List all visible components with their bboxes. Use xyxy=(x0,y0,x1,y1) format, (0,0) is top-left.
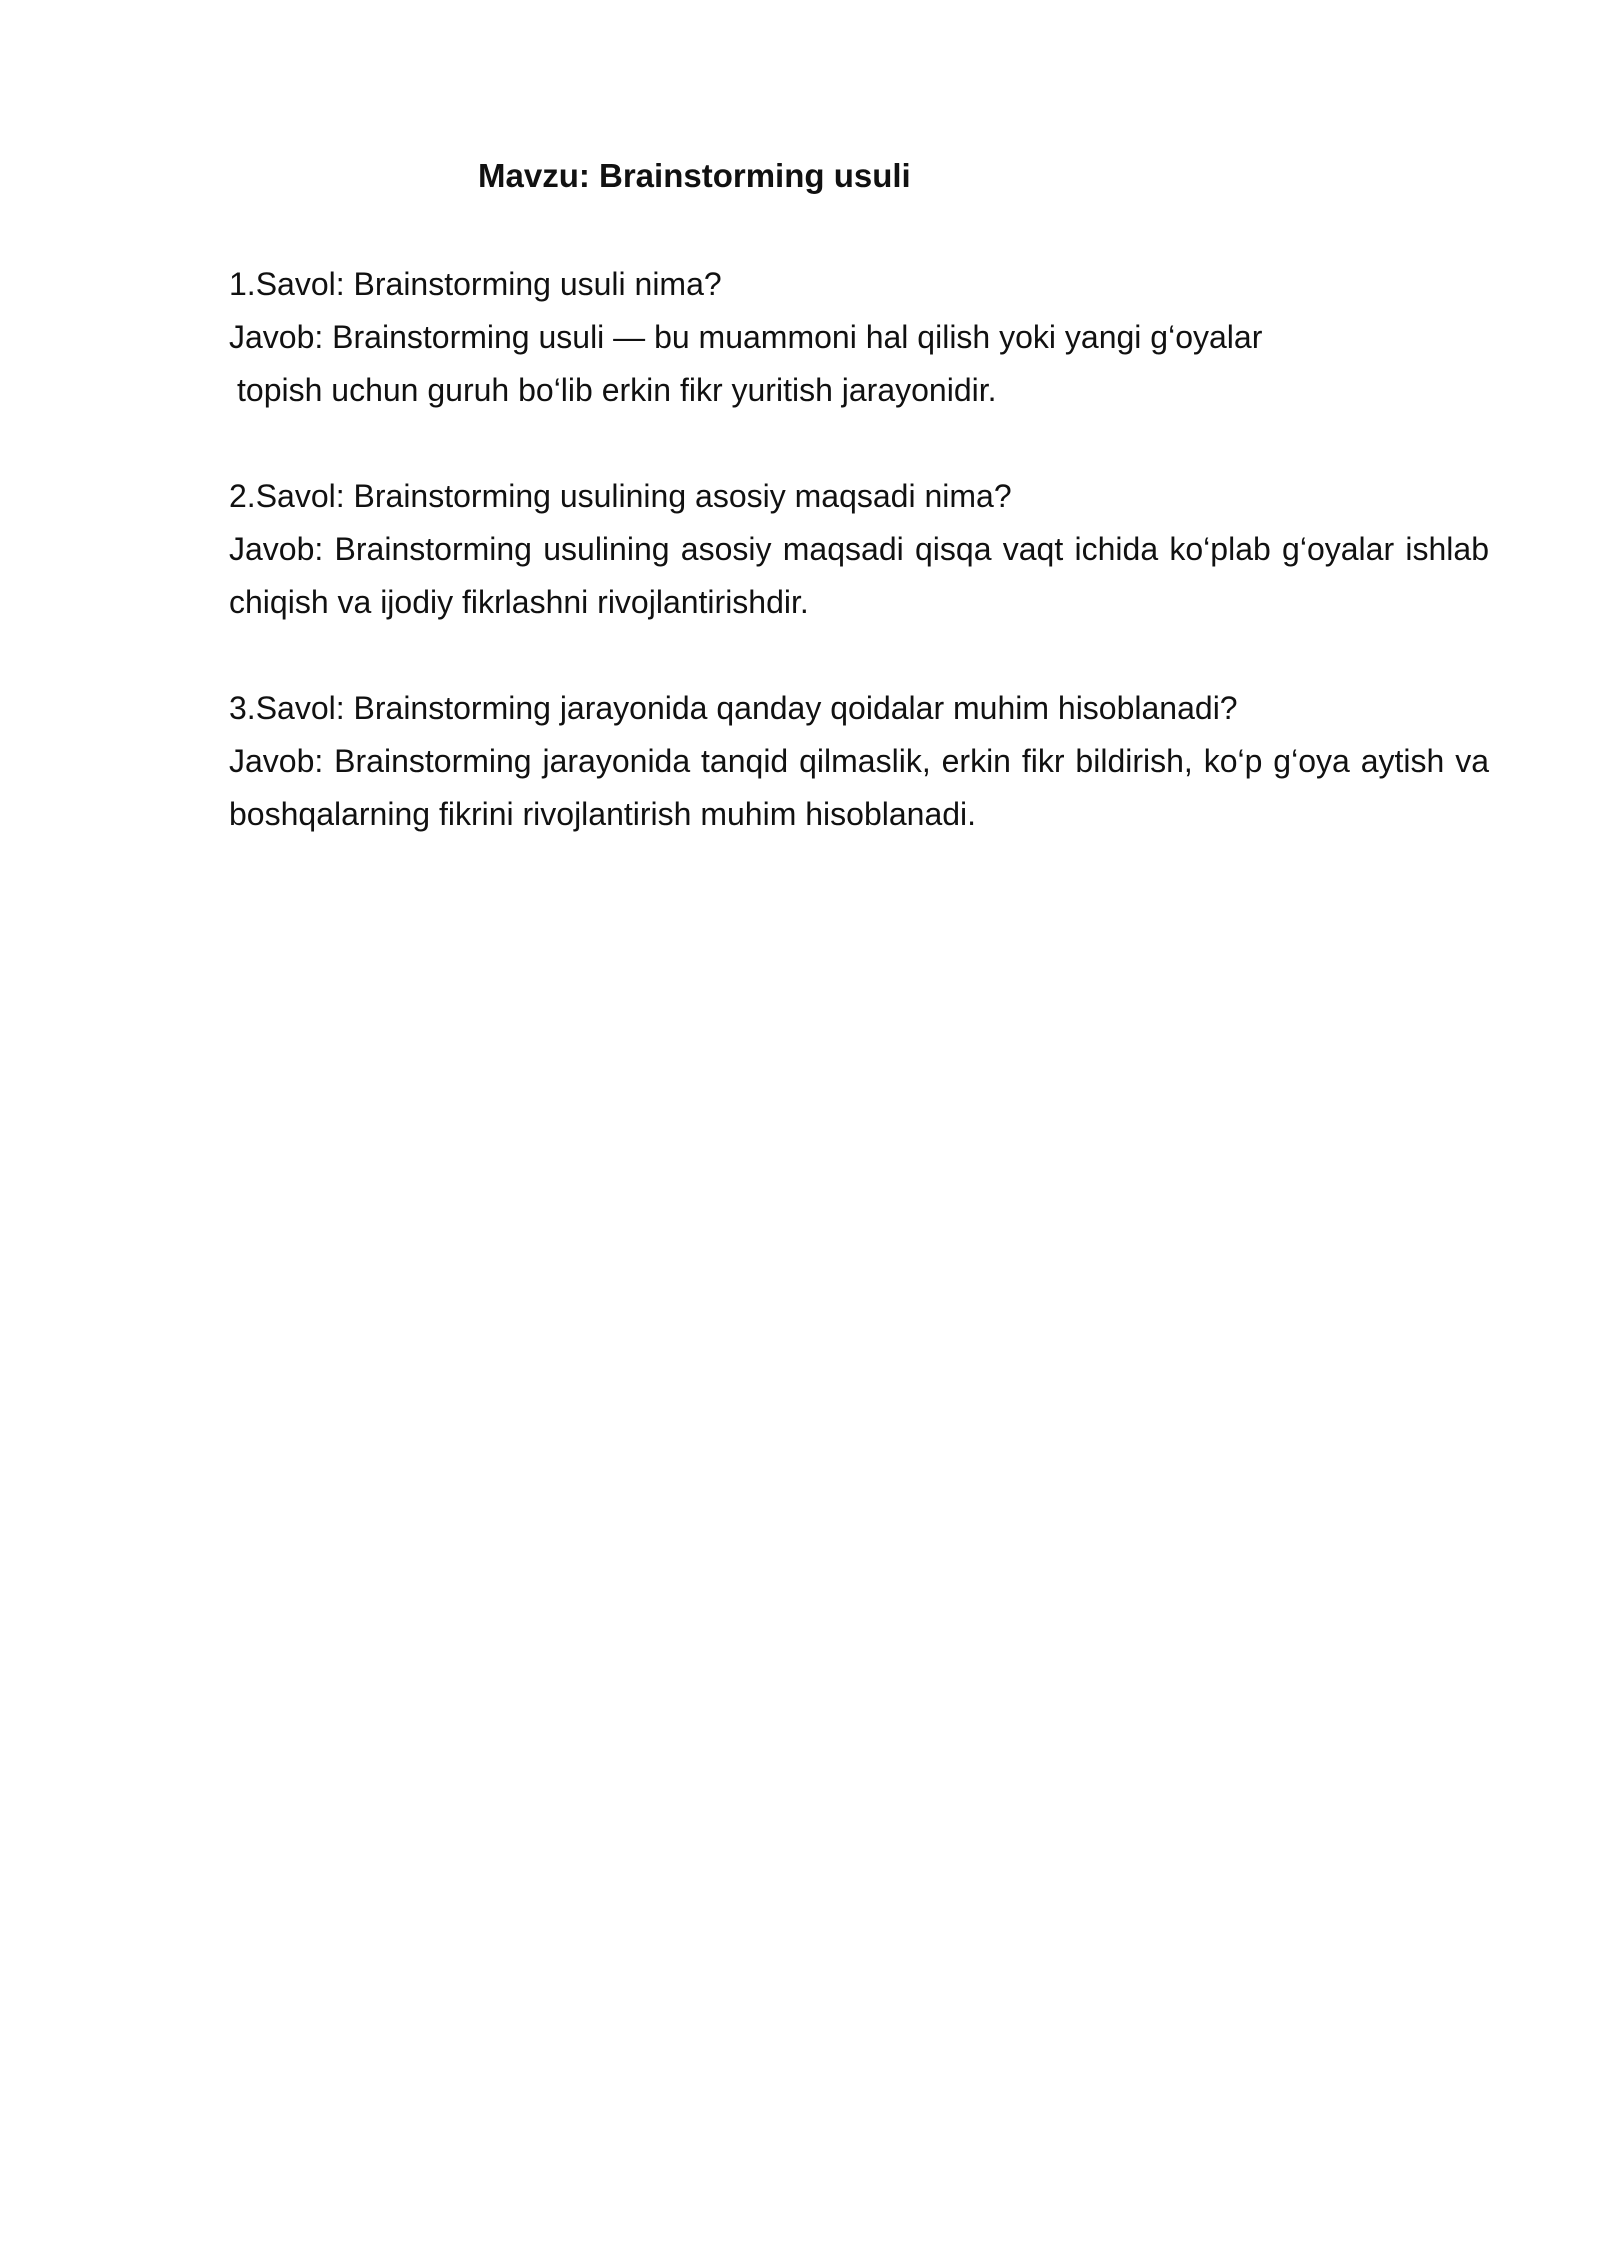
qa-item-2 xyxy=(229,470,1489,629)
question-2: 2.Savol: Brainstorming usulining asosiy maqsadi nima? xyxy=(229,478,1012,514)
qa-item-3 xyxy=(229,682,1489,841)
question-1: 1.Savol: Brainstorming usuli nima? xyxy=(229,266,722,302)
answer-3: Javob: Brainstorming jarayonida tanqid qilmaslik, erkin fikr bildirish, ko‘p g‘oya aytish va boshqalarning fikrini rivojlantirish muhim hisoblanadi. xyxy=(229,743,1489,832)
answer-2: Javob: Brainstorming usulining asosiy maqsadi qisqa vaqt ichida ko‘plab g‘oyalar ishlab chiqish va ijodiy fikrlashni rivojlantirishdir. xyxy=(229,531,1489,620)
qa-item-1 xyxy=(229,258,1489,417)
answer-1-line-2: topish uchun guruh bo‘lib erkin fikr yuritish jarayonidir. xyxy=(237,372,997,408)
document-body xyxy=(229,258,1489,894)
document-title: Mavzu: Brainstorming usuli xyxy=(478,157,911,194)
question-3: 3.Savol: Brainstorming jarayonida qanday qoidalar muhim hisoblanadi? xyxy=(229,690,1238,726)
answer-1-line-1: Javob: Brainstorming usuli — bu muammoni hal qilish yoki yangi g‘oyalar xyxy=(229,319,1263,355)
